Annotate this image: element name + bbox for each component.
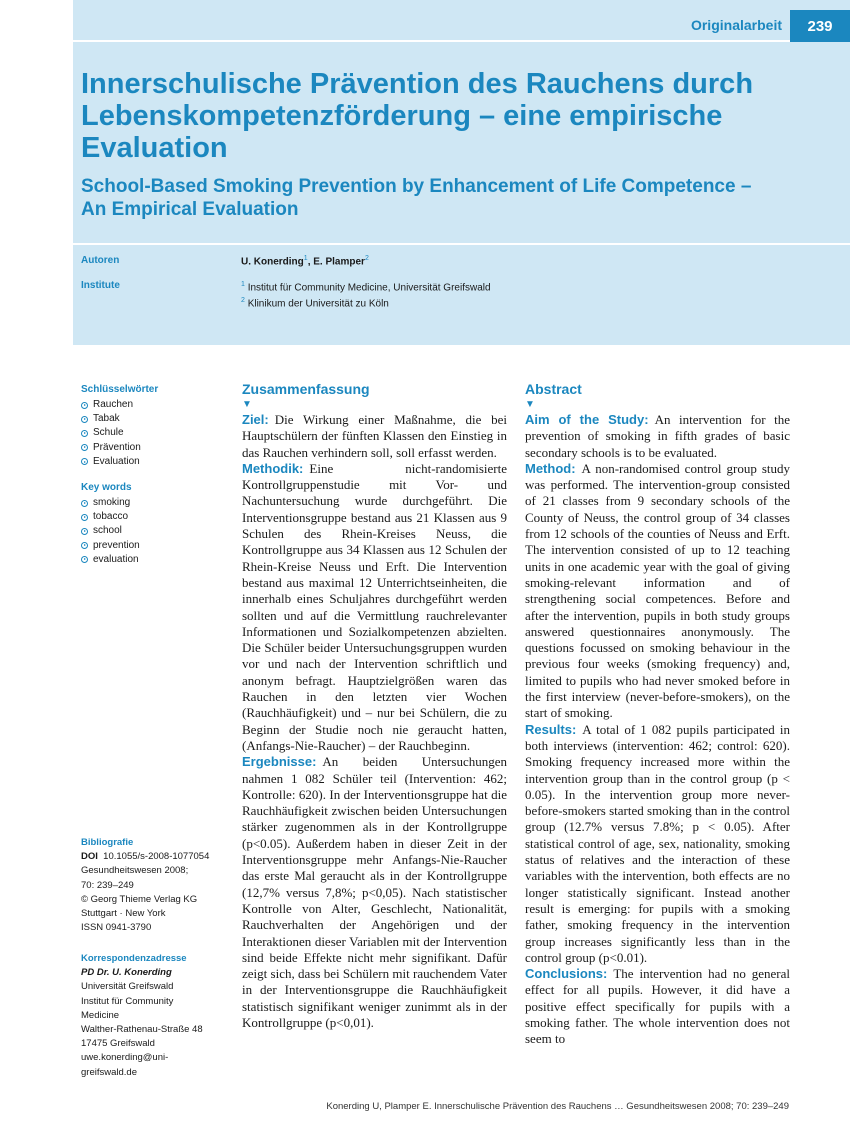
authors-label: Autoren xyxy=(81,255,120,266)
abstract-paragraph: Ziel: Die Wirkung einer Maßnahme, die bei Hauptschülern der fünften Klassen den Einstieg in das Rauchen verhindern soll, soll erfasst werden. xyxy=(242,412,507,460)
author-name: E. Plamper xyxy=(313,256,365,268)
doi-value: 10.1055/s-2008-1077054 xyxy=(103,851,210,863)
title-english: School-Based Smoking Prevention by Enhancement of Life Competence – An Empirical Evaluation xyxy=(81,176,752,220)
bibliography xyxy=(81,836,231,935)
keyword-item: tobacco xyxy=(81,510,231,524)
bibliography-heading: Bibliografie xyxy=(81,837,134,848)
keyword-item: school xyxy=(81,524,231,538)
correspondence xyxy=(81,952,231,1080)
abstract-german xyxy=(242,380,507,1031)
publisher-place: Stuttgart · New York xyxy=(81,908,166,920)
footer-citation: Konerding U, Plamper E. Innerschulische Prävention des Rauchens … Gesundheitswesen 2008; 70: 239–249 xyxy=(326,1101,789,1112)
page-number: 239 xyxy=(790,10,850,42)
bullet-icon xyxy=(81,528,88,535)
keyword-item: Prävention xyxy=(81,441,231,455)
correspondence-heading: Korrespondenzadresse xyxy=(81,953,187,964)
header-divider xyxy=(73,243,850,245)
author-affiliation: 2 xyxy=(364,255,369,262)
institutes xyxy=(241,278,491,311)
author-name: U. Konerding xyxy=(241,256,304,268)
triangle-down-icon: ▼ xyxy=(525,399,535,410)
keyword-item: Schule xyxy=(81,426,231,440)
keywords-panel xyxy=(81,383,231,576)
abstract-paragraph: Ergebnisse: An beiden Untersuchungen nahmen 1 082 Schüler teil (Intervention: 462; Kontrolle: 620). In der Interventionsgruppe hat die Rauchhäufigkeit zwischen beiden Untersuchungen stärker zugenommen als in der Kontrollgruppe (p<0.05). Außerdem haben in dieser Zeit in der Interventionsgruppe mehr Anfangs-Nie-Raucher das erste Mal geraucht als in der Kontrollgruppe (12,7% versus 7,8%; p<0,05). Nach statistischer Kontrolle von Alter, Geschlecht, Nationalität, Rauchverhalten der Angehörigen und der Interaktionen dieser Variablen mit der Intervention sind beide Effekte nicht mehr signifikant. Dafür zeigt sich, dass bei Schülern mit rauchendem Vater in der Interventionsgruppe die Rauchhäufigkeit statistisch signifikant weniger zunimmt als in der Kontrollgruppe (p<0,01). xyxy=(242,754,507,1030)
copyright: © Georg Thieme Verlag KG xyxy=(81,893,198,905)
keyword-item: Rauchen xyxy=(81,398,231,412)
keywords-german-list xyxy=(81,398,231,469)
abstract-paragraph: Aim of the Study: An intervention for the prevention of smoking in fifth grades of basic secondary schools is to be evaluated. xyxy=(525,412,791,460)
bullet-icon xyxy=(81,430,88,437)
bullet-icon xyxy=(81,416,88,423)
keyword-item: prevention xyxy=(81,539,231,553)
email-line[interactable]: uwe.konerding@uni- xyxy=(81,1052,169,1064)
address-line: Institut für Community xyxy=(81,995,174,1007)
address-line: Universität Greifswald xyxy=(81,981,174,993)
bullet-icon xyxy=(81,556,88,563)
address-line: 17475 Greifswald xyxy=(81,1038,155,1050)
keywords-english-heading: Key words xyxy=(81,481,132,493)
keyword-item: smoking xyxy=(81,496,231,510)
institute-item: $^2$ Klinikum der Universität zu Köln xyxy=(241,297,389,310)
keywords-english-list xyxy=(81,496,231,567)
keyword-item: Evaluation xyxy=(81,455,231,469)
volume: 70: 239–249 xyxy=(81,879,134,891)
journal: Gesundheitswesen 2008; xyxy=(81,865,189,877)
bullet-icon xyxy=(81,500,88,507)
address-line: Medicine xyxy=(81,1009,120,1021)
keywords-german-heading: Schlüsselwörter xyxy=(81,384,159,395)
doi: DOI 10.1055/s-2008-1077054 xyxy=(81,851,210,863)
authors: U. Konerding$^1$, E. Plamper$^2$ xyxy=(241,255,369,268)
bullet-icon xyxy=(81,542,88,549)
bullet-icon xyxy=(81,458,88,465)
bullet-icon xyxy=(81,444,88,451)
section-label: Originalarbeit xyxy=(690,17,782,33)
institutes-label: Institute xyxy=(81,280,120,291)
keyword-item: evaluation xyxy=(81,553,231,567)
author-affiliation: 1 xyxy=(303,255,308,262)
abstract-english-heading: Abstract xyxy=(525,381,582,397)
abstract-paragraph: Conclusions: The intervention had no general effect for all pupils. However, it did have a positive effect specifically for pupils with a smoking father. The whole intervention does not seem to xyxy=(525,966,790,1047)
triangle-down-icon: ▼ xyxy=(242,399,252,410)
keyword-item: Tabak xyxy=(81,412,231,426)
abstract-english xyxy=(525,380,790,1048)
title-german: Innerschulische Prävention des Rauchens durch Lebenskompetenzförderung – eine empirische Evaluation xyxy=(81,68,754,164)
header-divider xyxy=(73,40,850,42)
issn: ISSN 0941-3790 xyxy=(81,922,152,934)
correspondence-name: PD Dr. U. Konerding xyxy=(81,967,172,979)
abstract-german-heading: Zusammenfassung xyxy=(242,381,370,397)
bullet-icon xyxy=(81,402,88,409)
address-line: Walther-Rathenau-Straße 48 xyxy=(81,1024,203,1036)
abstract-paragraph: Results: A total of 1 082 pupils participated in both interviews (intervention: 462; control: 620). Smoking frequency increased more within the intervention group than in the control group (p < 0.05). In the intervention group more never-before-smokers started smoking than in the control group (12.7% versus 7.8%; p < 0.05). After statistical control of age, sex, nationality, smoking status of relatives and the interaction of these variables with the intervention, both effects are no longer statistically significant. Instead another result is emerging: for pupils with a smoking father, smoking frequency in the intervention group increases significantly less than in the control group (p<0.01). xyxy=(525,721,790,965)
email-line[interactable]: greifswald.de xyxy=(81,1066,137,1078)
institute-item: $^1$ Institut für Community Medicine, Universität Greifswald xyxy=(241,281,491,294)
bullet-icon xyxy=(81,514,88,521)
abstract-paragraph: Methodik: Eine nicht-randomisierte Kontrollgruppenstudie mit Vor- und Nachuntersuchung wurde durchgeführt. Die Interventionsgruppe bestand aus 21 Klassen aus 9 Schulen des Rhein-Kreises Neuss, die Kontrollgruppe aus 34 Klassen aus 12 Schulen der Rhein-Kreise Neuss und Erft. Die Intervention bestand aus maximal 12 Unterrichtseinheiten, die innerhalb eines Schuljahres durchgeführt werden sollten und auf die Vermittlung rauchrelevanter Informationen und Sozialkompetenzen abzielten. Die Schüler beider Untersuchungsgruppen wurden vor und nach der Intervention schriftlich und anonym befragt. Hauptzielgrößen waren das Rauchen in den letzten vier Wochen (Rauchhäufigkeit) und – nur bei Schülern, die zu Beginn der Studie noch nie geraucht hatten, (Anfangs-Nie-Raucher) – der Rauchbeginn. xyxy=(242,460,507,753)
abstract-paragraph: Method: A non-randomised control group study was performed. The intervention-group consisted of 21 classes from 9 secondary schools of the County of Neuss, the control group of 34 classes from 12 schools of the counties of Neuss and Erft. The intervention consisted of up to 12 teaching units in one academic year with the goal of giving smoking-relevant information and of strengthening social competences. Before and after the intervention, pupils in both study groups answered questionnaires anonymously. The questions focussed on smoking behaviour in the previous four weeks (smoking frequency) and, limited to pupils who had never smoked before in the first interview (never-before-smokers), on the start of smoking. xyxy=(525,460,790,721)
